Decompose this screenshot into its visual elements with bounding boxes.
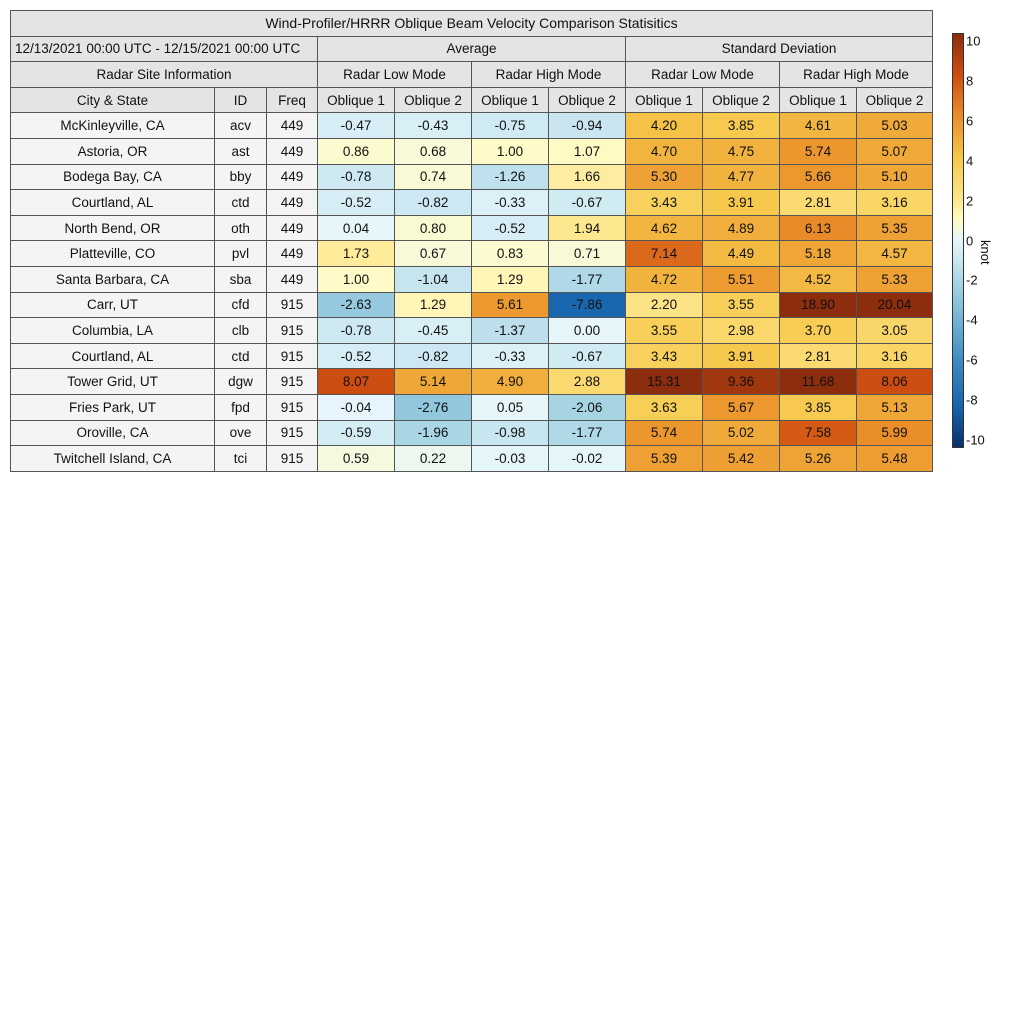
site-id: ctd bbox=[215, 190, 267, 216]
heatmap-cell-sd-low-oblique1: 3.43 bbox=[626, 343, 703, 369]
colorbar-tick-label: 10 bbox=[966, 33, 981, 49]
table-row bbox=[11, 292, 933, 318]
colorbar-tick-label: -10 bbox=[966, 432, 985, 448]
heatmap-cell-sd-low-oblique2: 3.55 bbox=[703, 292, 780, 318]
heatmap-cell-avg-high-oblique1: 1.00 bbox=[472, 138, 549, 164]
heatmap-cell-avg-low-oblique2: 0.68 bbox=[395, 138, 472, 164]
heatmap-cell-sd-high-oblique2: 3.16 bbox=[857, 190, 933, 216]
sd-low-oblique1-header: Oblique 1 bbox=[626, 87, 703, 113]
heatmap-cell-avg-low-oblique2: 5.14 bbox=[395, 369, 472, 395]
heatmap-cell-avg-low-oblique1: -2.63 bbox=[318, 292, 395, 318]
avg-low-oblique1-header: Oblique 1 bbox=[318, 87, 395, 113]
site-city: Astoria, OR bbox=[11, 138, 215, 164]
heatmap-cell-sd-high-oblique2: 5.33 bbox=[857, 266, 933, 292]
site-freq: 915 bbox=[267, 292, 318, 318]
site-id: acv bbox=[215, 113, 267, 139]
heatmap-cell-avg-high-oblique2: -0.94 bbox=[549, 113, 626, 139]
heatmap-cell-sd-low-oblique2: 4.77 bbox=[703, 164, 780, 190]
heatmap-cell-avg-high-oblique2: 1.66 bbox=[549, 164, 626, 190]
heatmap-cell-avg-high-oblique2: -1.77 bbox=[549, 420, 626, 446]
heatmap-cell-sd-high-oblique2: 3.05 bbox=[857, 318, 933, 344]
heatmap-cell-sd-high-oblique1: 5.18 bbox=[780, 241, 857, 267]
avg-high-oblique1-header: Oblique 1 bbox=[472, 87, 549, 113]
heatmap-cell-sd-high-oblique1: 4.52 bbox=[780, 266, 857, 292]
heatmap-cell-avg-low-oblique2: 0.22 bbox=[395, 446, 472, 472]
id-header: ID bbox=[215, 87, 267, 113]
site-city: Platteville, CO bbox=[11, 241, 215, 267]
site-city: Fries Park, UT bbox=[11, 394, 215, 420]
table-row bbox=[11, 113, 933, 139]
heatmap-cell-sd-high-oblique1: 7.58 bbox=[780, 420, 857, 446]
heatmap-cell-avg-high-oblique1: -0.52 bbox=[472, 215, 549, 241]
site-id: tci bbox=[215, 446, 267, 472]
site-info-header: Radar Site Information bbox=[11, 62, 318, 88]
heatmap-cell-avg-high-oblique1: -1.26 bbox=[472, 164, 549, 190]
site-freq: 915 bbox=[267, 420, 318, 446]
colorbar-tick-label: 6 bbox=[966, 113, 974, 129]
heatmap-cell-sd-low-oblique2: 4.89 bbox=[703, 215, 780, 241]
heatmap-cell-sd-low-oblique2: 9.36 bbox=[703, 369, 780, 395]
heatmap-cell-sd-low-oblique1: 5.74 bbox=[626, 420, 703, 446]
site-city: Columbia, LA bbox=[11, 318, 215, 344]
heatmap-cell-sd-low-oblique1: 3.55 bbox=[626, 318, 703, 344]
table-row bbox=[11, 215, 933, 241]
site-city: Bodega Bay, CA bbox=[11, 164, 215, 190]
heatmap-cell-avg-high-oblique1: -0.03 bbox=[472, 446, 549, 472]
site-id: clb bbox=[215, 318, 267, 344]
statistics-table bbox=[10, 10, 933, 472]
heatmap-cell-sd-low-oblique2: 3.91 bbox=[703, 190, 780, 216]
heatmap-cell-avg-low-oblique1: -0.78 bbox=[318, 164, 395, 190]
site-freq: 449 bbox=[267, 241, 318, 267]
sd-high-mode-header: Radar High Mode bbox=[780, 62, 933, 88]
heatmap-cell-sd-high-oblique1: 18.90 bbox=[780, 292, 857, 318]
heatmap-cell-sd-low-oblique2: 5.67 bbox=[703, 394, 780, 420]
heatmap-cell-sd-low-oblique2: 5.42 bbox=[703, 446, 780, 472]
heatmap-cell-avg-low-oblique1: 0.04 bbox=[318, 215, 395, 241]
heatmap-cell-avg-high-oblique2: -2.06 bbox=[549, 394, 626, 420]
table-row bbox=[11, 318, 933, 344]
table-row bbox=[11, 266, 933, 292]
heatmap-cell-avg-high-oblique1: 0.05 bbox=[472, 394, 549, 420]
avg-low-oblique2-header: Oblique 2 bbox=[395, 87, 472, 113]
heatmap-cell-avg-low-oblique1: 0.86 bbox=[318, 138, 395, 164]
table-body bbox=[11, 113, 933, 471]
heatmap-cell-avg-low-oblique2: -0.45 bbox=[395, 318, 472, 344]
table-row bbox=[11, 394, 933, 420]
heatmap-cell-sd-high-oblique2: 3.16 bbox=[857, 343, 933, 369]
heatmap-cell-sd-high-oblique1: 11.68 bbox=[780, 369, 857, 395]
heatmap-cell-sd-high-oblique1: 5.26 bbox=[780, 446, 857, 472]
heatmap-cell-sd-high-oblique2: 5.48 bbox=[857, 446, 933, 472]
heatmap-cell-sd-low-oblique2: 3.85 bbox=[703, 113, 780, 139]
sd-high-oblique1-header: Oblique 1 bbox=[780, 87, 857, 113]
heatmap-cell-avg-low-oblique1: -0.52 bbox=[318, 343, 395, 369]
table-row bbox=[11, 241, 933, 267]
avg-high-mode-header: Radar High Mode bbox=[472, 62, 626, 88]
site-city: North Bend, OR bbox=[11, 215, 215, 241]
heatmap-cell-sd-high-oblique2: 5.10 bbox=[857, 164, 933, 190]
table-row bbox=[11, 420, 933, 446]
site-freq: 915 bbox=[267, 318, 318, 344]
heatmap-cell-avg-low-oblique1: -0.04 bbox=[318, 394, 395, 420]
heatmap-cell-avg-low-oblique2: 0.67 bbox=[395, 241, 472, 267]
table-row bbox=[11, 164, 933, 190]
site-freq: 915 bbox=[267, 369, 318, 395]
heatmap-cell-avg-high-oblique1: -0.33 bbox=[472, 190, 549, 216]
heatmap-cell-sd-high-oblique1: 6.13 bbox=[780, 215, 857, 241]
site-freq: 449 bbox=[267, 190, 318, 216]
site-city: McKinleyville, CA bbox=[11, 113, 215, 139]
heatmap-cell-sd-high-oblique1: 3.70 bbox=[780, 318, 857, 344]
heatmap-cell-avg-high-oblique1: 1.29 bbox=[472, 266, 549, 292]
heatmap-cell-sd-low-oblique1: 7.14 bbox=[626, 241, 703, 267]
group-header-std-dev: Standard Deviation bbox=[626, 36, 933, 62]
colorbar-tick-label: -8 bbox=[966, 392, 978, 408]
heatmap-cell-avg-high-oblique2: 0.00 bbox=[549, 318, 626, 344]
heatmap-cell-sd-high-oblique1: 5.74 bbox=[780, 138, 857, 164]
sd-low-oblique2-header: Oblique 2 bbox=[703, 87, 780, 113]
heatmap-cell-avg-high-oblique2: -0.02 bbox=[549, 446, 626, 472]
site-freq: 449 bbox=[267, 138, 318, 164]
heatmap-cell-sd-low-oblique1: 4.72 bbox=[626, 266, 703, 292]
site-id: bby bbox=[215, 164, 267, 190]
site-city: Courtland, AL bbox=[11, 190, 215, 216]
site-city: Oroville, CA bbox=[11, 420, 215, 446]
heatmap-cell-avg-low-oblique2: 0.74 bbox=[395, 164, 472, 190]
colorbar-tick-label: -2 bbox=[966, 272, 978, 288]
site-id: ctd bbox=[215, 343, 267, 369]
heatmap-cell-avg-low-oblique2: -1.96 bbox=[395, 420, 472, 446]
city-state-header: City & State bbox=[11, 87, 215, 113]
heatmap-cell-sd-high-oblique2: 5.13 bbox=[857, 394, 933, 420]
heatmap-cell-sd-low-oblique1: 15.31 bbox=[626, 369, 703, 395]
heatmap-cell-sd-high-oblique2: 5.35 bbox=[857, 215, 933, 241]
site-city: Santa Barbara, CA bbox=[11, 266, 215, 292]
heatmap-cell-sd-high-oblique2: 20.04 bbox=[857, 292, 933, 318]
heatmap-cell-sd-low-oblique1: 2.20 bbox=[626, 292, 703, 318]
heatmap-cell-sd-low-oblique1: 4.70 bbox=[626, 138, 703, 164]
table-row bbox=[11, 343, 933, 369]
table-title: Wind-Profiler/HRRR Oblique Beam Velocity Comparison Statisitics bbox=[11, 11, 933, 37]
heatmap-cell-sd-low-oblique2: 3.91 bbox=[703, 343, 780, 369]
site-freq: 449 bbox=[267, 266, 318, 292]
site-freq: 449 bbox=[267, 113, 318, 139]
heatmap-cell-avg-high-oblique1: 4.90 bbox=[472, 369, 549, 395]
avg-low-mode-header: Radar Low Mode bbox=[318, 62, 472, 88]
avg-high-oblique2-header: Oblique 2 bbox=[549, 87, 626, 113]
site-city: Courtland, AL bbox=[11, 343, 215, 369]
heatmap-cell-avg-low-oblique2: -1.04 bbox=[395, 266, 472, 292]
heatmap-cell-avg-high-oblique2: -7.86 bbox=[549, 292, 626, 318]
heatmap-cell-avg-high-oblique1: -0.33 bbox=[472, 343, 549, 369]
heatmap-cell-sd-low-oblique1: 5.39 bbox=[626, 446, 703, 472]
site-city: Twitchell Island, CA bbox=[11, 446, 215, 472]
table-row bbox=[11, 190, 933, 216]
heatmap-cell-sd-low-oblique2: 2.98 bbox=[703, 318, 780, 344]
site-id: ast bbox=[215, 138, 267, 164]
heatmap-cell-avg-high-oblique1: -0.98 bbox=[472, 420, 549, 446]
heatmap-cell-sd-high-oblique1: 5.66 bbox=[780, 164, 857, 190]
heatmap-cell-avg-low-oblique1: -0.78 bbox=[318, 318, 395, 344]
site-freq: 449 bbox=[267, 215, 318, 241]
heatmap-cell-sd-low-oblique1: 4.20 bbox=[626, 113, 703, 139]
site-id: cfd bbox=[215, 292, 267, 318]
heatmap-cell-sd-low-oblique1: 4.62 bbox=[626, 215, 703, 241]
site-id: sba bbox=[215, 266, 267, 292]
heatmap-cell-avg-high-oblique2: 0.71 bbox=[549, 241, 626, 267]
heatmap-cell-sd-high-oblique2: 5.99 bbox=[857, 420, 933, 446]
colorbar-tick-label: -4 bbox=[966, 312, 978, 328]
freq-header: Freq bbox=[267, 87, 318, 113]
heatmap-cell-sd-high-oblique1: 2.81 bbox=[780, 190, 857, 216]
heatmap-cell-avg-low-oblique1: -0.52 bbox=[318, 190, 395, 216]
colorbar-tick-label: 4 bbox=[966, 153, 974, 169]
site-freq: 449 bbox=[267, 164, 318, 190]
heatmap-cell-avg-low-oblique2: -0.82 bbox=[395, 190, 472, 216]
heatmap-cell-sd-low-oblique1: 3.63 bbox=[626, 394, 703, 420]
site-freq: 915 bbox=[267, 394, 318, 420]
site-id: fpd bbox=[215, 394, 267, 420]
heatmap-cell-avg-high-oblique1: -1.37 bbox=[472, 318, 549, 344]
heatmap-cell-avg-high-oblique2: -0.67 bbox=[549, 343, 626, 369]
heatmap-cell-sd-low-oblique2: 5.51 bbox=[703, 266, 780, 292]
table-row bbox=[11, 446, 933, 472]
heatmap-cell-avg-low-oblique2: 1.29 bbox=[395, 292, 472, 318]
heatmap-cell-avg-low-oblique2: 0.80 bbox=[395, 215, 472, 241]
site-id: pvl bbox=[215, 241, 267, 267]
site-id: oth bbox=[215, 215, 267, 241]
heatmap-cell-sd-low-oblique2: 5.02 bbox=[703, 420, 780, 446]
heatmap-cell-sd-high-oblique1: 4.61 bbox=[780, 113, 857, 139]
site-id: dgw bbox=[215, 369, 267, 395]
heatmap-cell-sd-low-oblique1: 5.30 bbox=[626, 164, 703, 190]
heatmap-cell-avg-low-oblique2: -0.43 bbox=[395, 113, 472, 139]
sd-low-mode-header: Radar Low Mode bbox=[626, 62, 780, 88]
heatmap-cell-sd-high-oblique2: 5.03 bbox=[857, 113, 933, 139]
heatmap-cell-avg-high-oblique2: -1.77 bbox=[549, 266, 626, 292]
heatmap-cell-avg-high-oblique2: -0.67 bbox=[549, 190, 626, 216]
heatmap-cell-sd-high-oblique1: 3.85 bbox=[780, 394, 857, 420]
heatmap-cell-avg-low-oblique1: 1.00 bbox=[318, 266, 395, 292]
colorbar-tick-label: 2 bbox=[966, 193, 974, 209]
sd-high-oblique2-header: Oblique 2 bbox=[857, 87, 933, 113]
heatmap-cell-avg-low-oblique2: -0.82 bbox=[395, 343, 472, 369]
heatmap-cell-sd-low-oblique1: 3.43 bbox=[626, 190, 703, 216]
heatmap-cell-sd-low-oblique2: 4.75 bbox=[703, 138, 780, 164]
table-row bbox=[11, 369, 933, 395]
heatmap-cell-avg-high-oblique1: 5.61 bbox=[472, 292, 549, 318]
table-row bbox=[11, 138, 933, 164]
heatmap-cell-avg-high-oblique1: 0.83 bbox=[472, 241, 549, 267]
colorbar-tick-label: -6 bbox=[966, 352, 978, 368]
group-header-average: Average bbox=[318, 36, 626, 62]
colorbar bbox=[952, 33, 964, 448]
site-city: Carr, UT bbox=[11, 292, 215, 318]
heatmap-cell-avg-high-oblique2: 1.94 bbox=[549, 215, 626, 241]
date-range: 12/13/2021 00:00 UTC - 12/15/2021 00:00 UTC bbox=[11, 36, 318, 62]
heatmap-cell-sd-high-oblique2: 8.06 bbox=[857, 369, 933, 395]
colorbar-tick-label: 0 bbox=[966, 233, 974, 248]
heatmap-cell-avg-low-oblique1: 8.07 bbox=[318, 369, 395, 395]
site-freq: 915 bbox=[267, 446, 318, 472]
heatmap-cell-sd-low-oblique2: 4.49 bbox=[703, 241, 780, 267]
heatmap-cell-avg-high-oblique2: 1.07 bbox=[549, 138, 626, 164]
heatmap-cell-avg-low-oblique2: -2.76 bbox=[395, 394, 472, 420]
site-freq: 915 bbox=[267, 343, 318, 369]
heatmap-cell-avg-low-oblique1: 1.73 bbox=[318, 241, 395, 267]
heatmap-cell-avg-low-oblique1: 0.59 bbox=[318, 446, 395, 472]
heatmap-cell-sd-high-oblique1: 2.81 bbox=[780, 343, 857, 369]
site-city: Tower Grid, UT bbox=[11, 369, 215, 395]
heatmap-cell-avg-low-oblique1: -0.47 bbox=[318, 113, 395, 139]
heatmap-cell-sd-high-oblique2: 5.07 bbox=[857, 138, 933, 164]
colorbar-tick-label: 8 bbox=[966, 73, 974, 89]
site-id: ove bbox=[215, 420, 267, 446]
colorbar-label: knot bbox=[978, 240, 993, 265]
heatmap-cell-avg-low-oblique1: -0.59 bbox=[318, 420, 395, 446]
heatmap-cell-avg-high-oblique2: 2.88 bbox=[549, 369, 626, 395]
heatmap-cell-sd-high-oblique2: 4.57 bbox=[857, 241, 933, 267]
heatmap-cell-avg-high-oblique1: -0.75 bbox=[472, 113, 549, 139]
